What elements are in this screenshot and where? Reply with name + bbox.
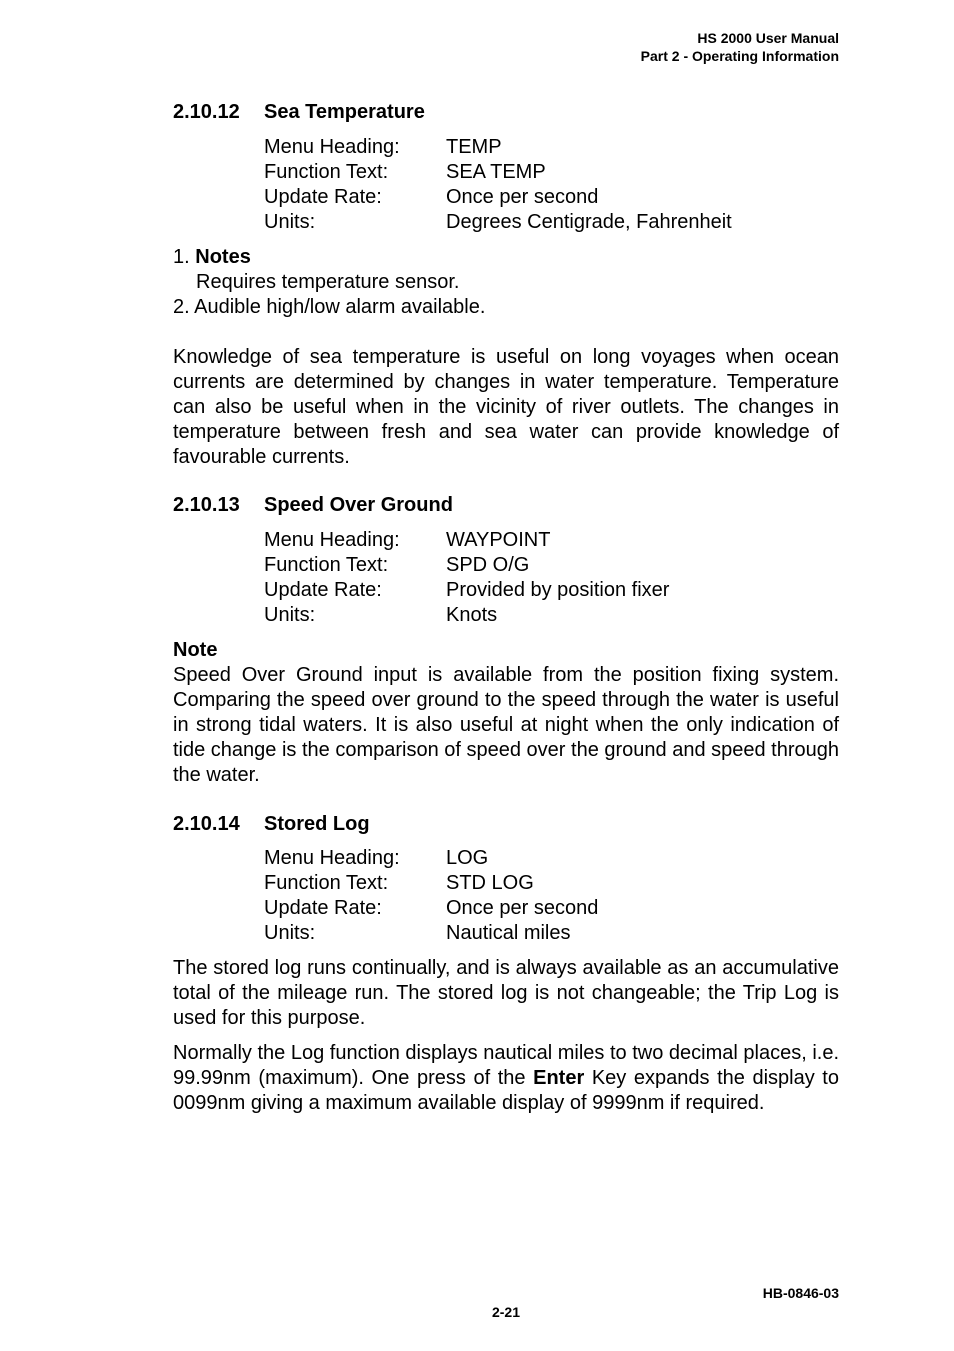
spec-key: Update Rate: xyxy=(264,186,382,208)
spec-row xyxy=(264,210,732,235)
spec-table-sea-temperature xyxy=(264,135,732,235)
section-heading-sea-temperature xyxy=(173,100,425,125)
spec-key: Units: xyxy=(264,211,316,233)
spec-key: Units: xyxy=(264,604,316,626)
section-heading-stored-log xyxy=(173,812,370,837)
spec-value: Nautical miles xyxy=(446,922,571,944)
speed-over-ground-paragraph: Speed Over Ground input is available from the position fixing system. Comparing the speed over ground to the speed through the water is useful in strong tidal waters. It is also useful at night when the only indication of tide change is the comparison of speed over the ground and speed through the water. xyxy=(173,664,840,786)
spec-value: Once per second xyxy=(446,897,599,919)
section-title: Sea Temperature xyxy=(264,101,425,123)
spec-key: Function Text: xyxy=(264,872,389,894)
sea-temperature-paragraph: Knowledge of sea temperature is useful on long voyages when ocean currents are determined by changes in water temperature. Temperature can also be useful when in the vicinity of river outlets. The changes in temperature between fresh and sea water can provide knowledge of favourable currents. xyxy=(173,346,839,468)
note-label: Note xyxy=(173,639,218,661)
notes-label: Notes xyxy=(195,246,251,268)
spec-key: Menu Heading: xyxy=(264,529,400,551)
document-code: HB-0846-03 xyxy=(762,1285,839,1301)
spec-row xyxy=(264,578,669,603)
stored-log-paragraph-2 xyxy=(173,1041,839,1116)
spec-value: SPD O/G xyxy=(446,554,530,576)
spec-row xyxy=(264,896,598,921)
spec-key: Menu Heading: xyxy=(264,136,400,158)
spec-table-speed-over-ground xyxy=(264,528,669,628)
spec-row xyxy=(264,846,598,871)
spec-row xyxy=(264,528,669,553)
spec-row xyxy=(264,921,598,946)
spec-value: Once per second xyxy=(446,186,599,208)
spec-value: Provided by position fixer xyxy=(446,579,670,601)
spec-value: Knots xyxy=(446,604,498,626)
spec-key: Update Rate: xyxy=(264,579,382,601)
spec-value: Degrees Centigrade, Fahrenheit xyxy=(446,211,732,233)
spec-row xyxy=(264,135,732,160)
section-number: 2.10.13 xyxy=(173,494,240,516)
spec-value: LOG xyxy=(446,847,489,869)
section-title: Stored Log xyxy=(264,813,370,835)
stored-log-paragraph-1: The stored log runs continually, and is always available as an accumulative total of the mileage run. The stored log is not changeable; the Trip Log is used for this purpose. xyxy=(173,957,839,1029)
notes-item-1-text: Requires temperature sensor. xyxy=(196,271,460,293)
section-title: Speed Over Ground xyxy=(264,494,453,516)
spec-row xyxy=(264,160,732,185)
section-heading-speed-over-ground xyxy=(173,493,453,518)
section-number: 2.10.14 xyxy=(173,813,240,835)
spec-key: Menu Heading: xyxy=(264,847,400,869)
spec-value: WAYPOINT xyxy=(446,529,551,551)
spec-row xyxy=(264,553,669,578)
notes-item-1-number: 1. xyxy=(173,246,196,268)
spec-table-stored-log xyxy=(264,846,598,946)
enter-key-label: Enter xyxy=(533,1067,585,1089)
spec-key: Function Text: xyxy=(264,161,389,183)
spec-row xyxy=(264,185,732,210)
part-title: Part 2 - Operating Information xyxy=(640,48,839,64)
page-number: 2-21 xyxy=(491,1304,521,1320)
section-number: 2.10.12 xyxy=(173,101,240,123)
paragraph-text: Key expands the display to 0099nm giving a maximum available display of 9999nm if required. xyxy=(173,1067,839,1114)
manual-title: HS 2000 User Manual xyxy=(697,30,839,46)
spec-row xyxy=(264,871,598,896)
notes-list xyxy=(173,245,839,320)
spec-value: SEA TEMP xyxy=(446,161,546,183)
notes-item-1-heading xyxy=(173,245,839,270)
spec-value: TEMP xyxy=(446,136,502,158)
spec-key: Update Rate: xyxy=(264,897,382,919)
notes-item-2: 2. Audible high/low alarm available. xyxy=(173,296,486,318)
spec-row xyxy=(264,603,669,628)
spec-key: Function Text: xyxy=(264,554,389,576)
spec-value: STD LOG xyxy=(446,872,534,894)
paragraph-text: Normally the Log function displays nautical miles to two decimal places, i.e. 99.99nm (maximum). One press of the xyxy=(173,1042,839,1089)
spec-key: Units: xyxy=(264,922,316,944)
